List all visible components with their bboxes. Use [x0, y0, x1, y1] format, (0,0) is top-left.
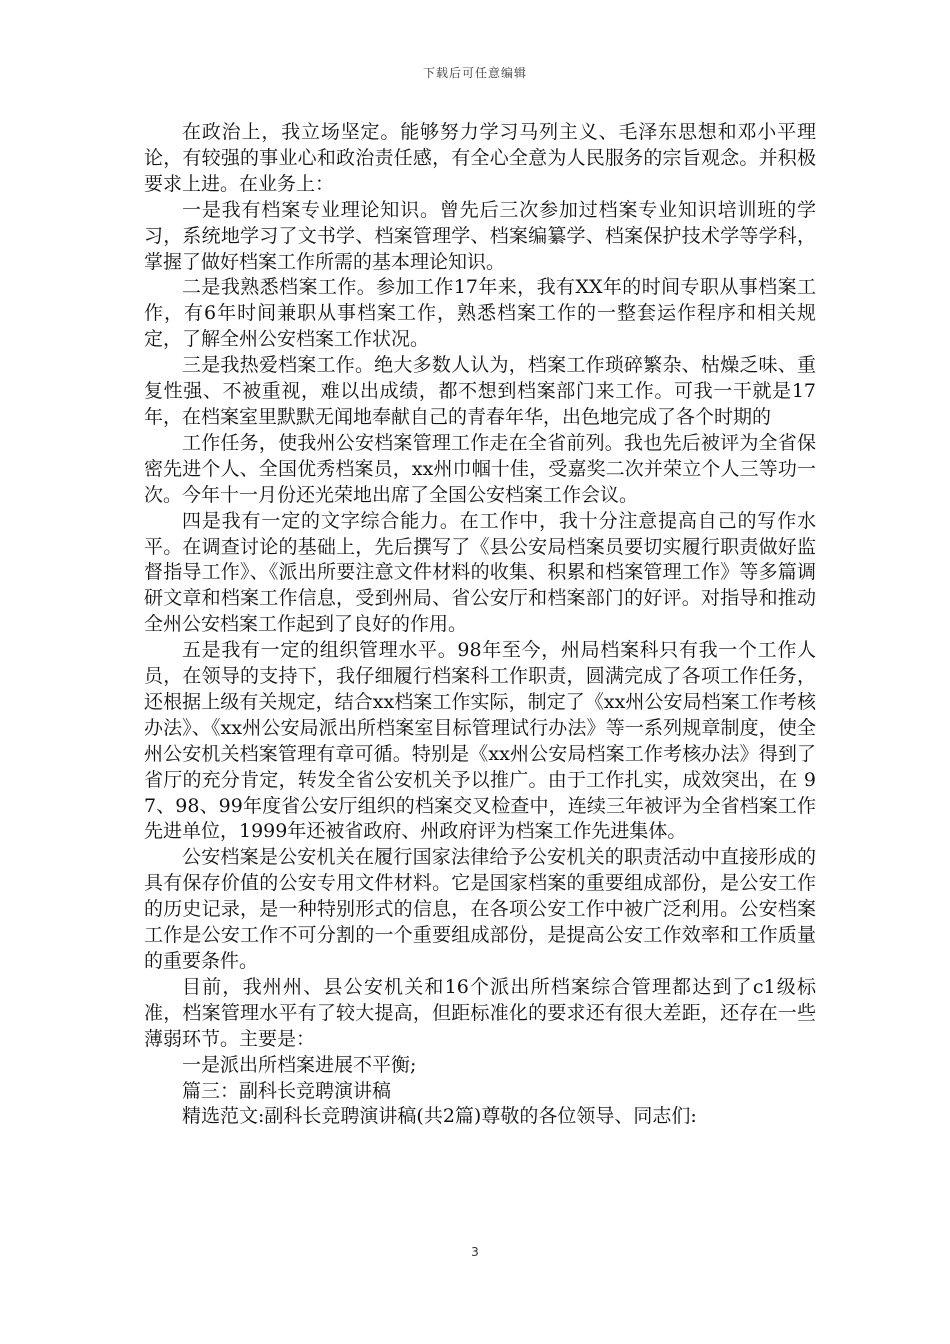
paragraph: 三是我热爱档案工作。绝大多数人认为，档案工作琐碎繁杂、枯燥乏味、重复性强、不被重视，难以出成绩，都不想到档案部门来工作。可我一干就是17年，在档案室里默默无闻地奉献自己的青春年华，出色地完成了各个时期的 — [144, 354, 816, 428]
page-number: 3 — [471, 1245, 479, 1259]
paragraph: 目前，我州州、县公安机关和16个派出所档案综合管理都达到了c1级标准，档案管理水平有了较大提高，但距标准化的要求还有很大差距，还存在一些薄弱环节。主要是： — [144, 975, 816, 1050]
section-title: 篇三：副科长竞聘演讲稿 — [182, 1079, 392, 1102]
paragraph: 一是派出所档案进展不平衡; — [182, 1053, 417, 1076]
paragraph: 精选范文:副科长竞聘演讲稿(共2篇)尊敬的各位领导、同志们: — [182, 1105, 697, 1128]
paragraph: 二是我熟悉档案工作。参加工作17年来，我有XX年的时间专职从事档案工作，有6年时间兼职从事档案工作，熟悉档案工作的一整套运作程序和相关规定，了解全州公安档案工作状况。 — [144, 276, 816, 351]
paragraph: 工作任务，使我州公安档案管理工作走在全省前列。我也先后被评为全省保密先进个人、全国优秀档案员，xx州巾帼十佳，受嘉奖二次并荣立个人三等功一次。今年十一月份还光荣地出席了全国公安档案工作会议。 — [144, 431, 816, 506]
paragraph: 在政治上，我立场坚定。能够努力学习马列主义、毛泽东思想和邓小平理论，有较强的事业心和政治责任感，有全心全意为人民服务的宗旨观念。并积极要求上进。在业务上： — [144, 121, 816, 195]
paragraph: 一是我有档案专业理论知识。曾先后三次参加过档案专业知识培训班的学习，系统地学习了文书学、档案管理学、档案编纂学、档案保护技术学等学科，掌握了做好档案工作所需的基本理论知识。 — [144, 198, 816, 273]
paragraph: 五是我有一定的组织管理水平。98年至今，州局档案科只有我一个工作人员，在领导的支持下，我仔细履行档案科工作职责，圆满完成了各项工作任务，还根据上级有关规定，结合xx档案工作实际，制定了《xx州公安局档案工作考核办法》、《xx州公安局派出所档案室目标管理试行办法》等一系列规章制度，使全州公安机关档案管理有章可循。特别是《xx州公安局档案工作考核办法》得到了省厅的充分肯定，转发全省公安机关予以推广。由于工作扎实，成效突出，在 97、98、99年度省公安厅组织的档案交叉检查中，连续三年被评为全省档案工作先进单位，1999年还被省政府、州政府评为档案工作先进集体。 — [144, 639, 816, 843]
page-header: 下载后可任意编辑 — [422, 66, 527, 80]
document-body — [144, 120, 816, 1130]
paragraph: 四是我有一定的文字综合能力。在工作中，我十分注意提高自己的写作水平。在调查讨论的基础上，先后撰写了《县公安局档案员要切实履行职责做好监督指导工作》、《派出所要注意文件材料的收集、积累和档案管理工作》等多篇调研文章和档案工作信息，受到州局、省公安厅和档案部门的好评。对指导和推动全州公安档案工作起到了良好的作用。 — [144, 509, 816, 636]
paragraph: 公安档案是公安机关在履行国家法律给予公安机关的职责活动中直接形成的具有保存价值的公安专用文件材料。它是国家档案的重要组成部份，是公安工作的历史记录，是一种特别形式的信息，在各项公安工作中被广泛利用。公安档案工作是公安工作不可分割的一个重要组成部份，是提高公安工作效率和工作质量的重要条件。 — [144, 846, 816, 972]
